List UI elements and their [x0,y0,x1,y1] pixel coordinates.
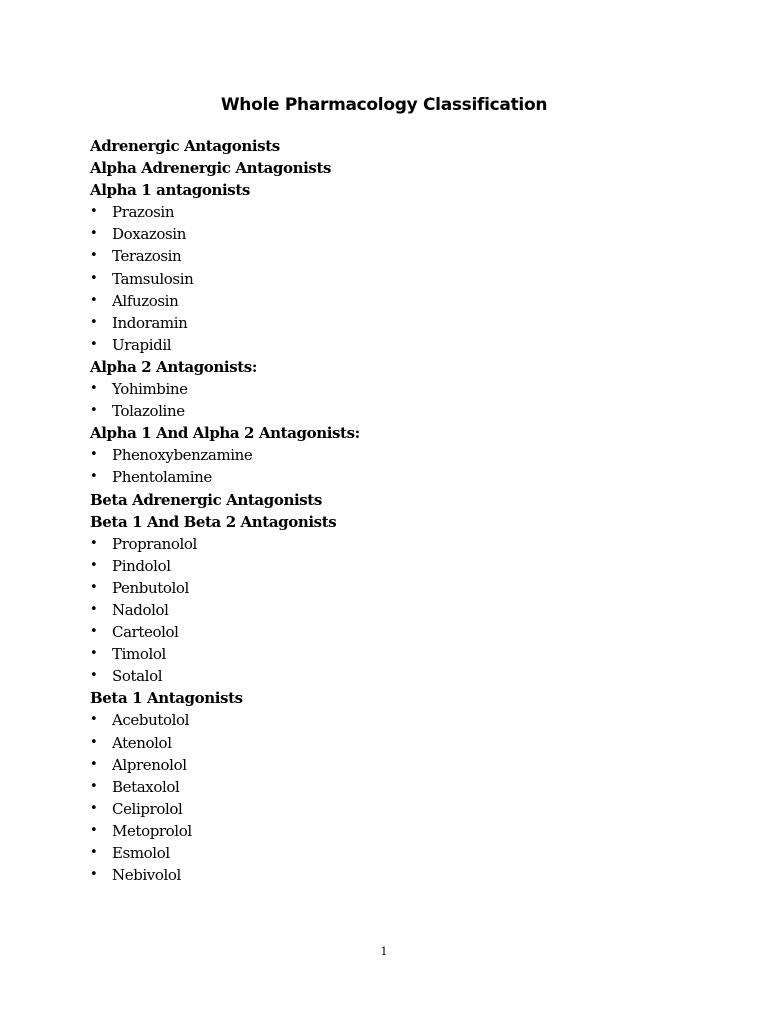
drug-list-item: • Betaxolol [90,776,690,798]
drug-list-item: • Alprenolol [90,754,690,776]
drug-list-item: • Doxazosin [90,223,690,245]
drug-list-item: • Phentolamine [90,466,690,488]
drug-list-item: • Nadolol [90,599,690,621]
drug-list [90,378,690,422]
section-heading: Alpha 1 And Alpha 2 Antagonists: [90,424,360,443]
drug-list-item: • Esmolol [90,842,690,864]
drug-list-item: • Prazosin [90,201,690,223]
drug-list-item: • Celiprolol [90,798,690,820]
drug-list-item: • Nebivolol [90,864,690,886]
drug-list-item: • Terazosin [90,245,690,267]
section-heading: Beta 1 And Beta 2 Antagonists [90,512,337,531]
section-heading: Alpha 1 antagonists [90,181,250,200]
drug-list-item: • Phenoxybenzamine [90,444,690,466]
drug-list-item: • Atenolol [90,732,690,754]
section-heading: Adrenergic Antagonists [90,137,280,155]
section-heading: Beta 1 Antagonists [90,689,243,708]
drug-list [90,444,690,488]
drug-list-item: • Pindolol [90,555,690,577]
drug-list [90,201,690,356]
section-heading: Beta Adrenergic Antagonists [90,490,322,509]
drug-list-item: • Indoramin [90,312,690,334]
page-number: 1 [380,945,388,958]
drug-list-item: • Metoprolol [90,820,690,842]
drug-list-item: • Carteolol [90,621,690,643]
drug-list-item: • Sotalol [90,665,690,687]
document-title: Whole Pharmacology Classification [220,95,548,115]
section-heading: Alpha 2 Antagonists: [90,357,257,376]
drug-list [90,533,690,688]
section-heading: Alpha Adrenergic Antagonists [90,159,332,178]
drug-list-item: • Yohimbine [90,378,690,400]
drug-list [90,709,690,886]
drug-list-item: • Timolol [90,643,690,665]
drug-list-item: • Alfuzosin [90,290,690,312]
document-body [90,135,690,886]
drug-list-item: • Penbutolol [90,577,690,599]
drug-list-item: • Acebutolol [90,709,690,731]
drug-list-item: • Propranolol [90,533,690,555]
drug-list-item: • Urapidil [90,334,690,356]
drug-list-item: • Tamsulosin [90,268,690,290]
drug-list-item: • Tolazoline [90,400,690,422]
